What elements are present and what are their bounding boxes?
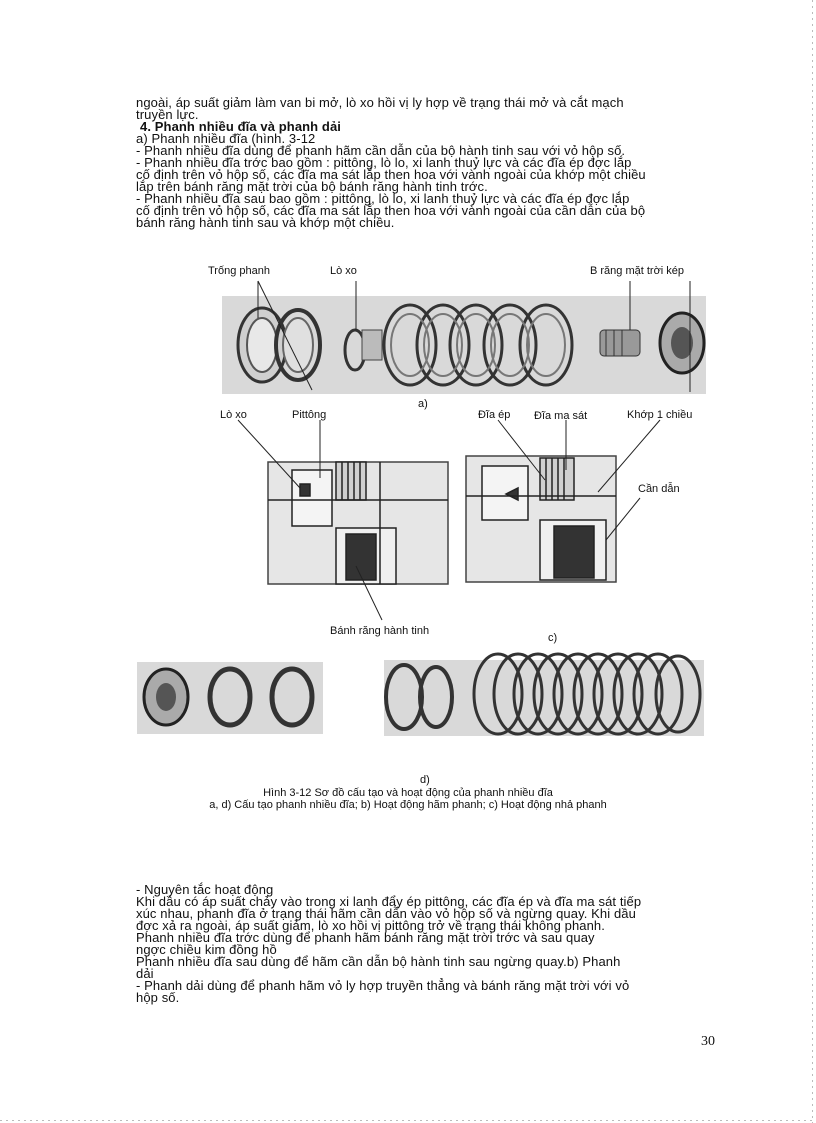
paragraph-line: xúc nhau, phanh đĩa ở trạng thái hãm cần dẫn vào vỏ hộp số và ngừng quay. Khi dầu	[136, 906, 636, 921]
paragraph-line: - Phanh nhiều đĩa trớc bao gồm : pittông, lò lo, xi lanh thuỷ lực và các đĩa ép đợc lắp	[136, 155, 632, 170]
paragraph-line: ngợc chiều kim đồng hồ	[136, 942, 277, 957]
label-trong-phanh: Trống phanh	[208, 265, 270, 277]
exploded-parts-photo-a	[222, 296, 706, 394]
label-dia-ep: Đĩa ép	[478, 409, 511, 421]
paragraph-line: dải	[136, 966, 154, 981]
paragraph-line: - Phanh nhiều đĩa dùng để phanh hãm cần dẫn của bộ hành tinh sau với vỏ hộp số.	[136, 143, 626, 158]
bottom-text	[136, 884, 720, 1004]
sub-heading-a: a) Phanh nhiều đĩa (hình. 3-12	[136, 131, 316, 146]
label-banh-rang-hanh-tinh: Bánh răng hành tinh	[330, 625, 430, 637]
label-lo-xo-mid: Lò xo	[220, 409, 247, 421]
paragraph-line: đợc xả ra ngoài, áp suất giảm, lò xo hồi vị pittông trở về trạng thái không phanh.	[136, 918, 605, 933]
paragraph-line: bánh răng hành tinh sau và khớp một chiều.	[136, 215, 395, 230]
paragraph-line: Phanh nhiều đĩa sau dùng để hãm cần dẫn bộ hành tinh sau ngừng quay.b) Phanh	[136, 954, 621, 969]
diagram-b-braking	[268, 462, 448, 584]
intro-line-1: ngoài, áp suất giảm làm van bi mở, lò xo hồi vị ly hợp về trạng thái mở và cắt mạch	[136, 95, 624, 110]
label-part-d: d)	[420, 774, 430, 786]
paragraph-line: lắp trên bánh răng mặt trời của bộ bánh răng hành tinh trớc.	[136, 179, 488, 194]
label-b-rang: B răng mặt trời kép	[590, 265, 685, 277]
figure-caption-title: Hình 3-12 Sơ đồ cấu tạo và hoạt động của phanh nhiều đĩa	[263, 787, 553, 799]
paragraph-line: cố định trên vỏ hộp số, các đĩa ma sát lắp then hoa với vành ngoài của khớp một chiều	[136, 167, 646, 182]
paragraph-line: cố định trên vỏ hộp số, các đĩa ma sát lắp then hoa với vành ngoài của cần dẫn của bộ	[136, 203, 646, 218]
label-part-c: c)	[548, 632, 558, 644]
label-part-a: a)	[418, 398, 428, 410]
label-dia-ma-sat: Đĩa ma sát	[534, 410, 588, 422]
page-border-right	[812, 0, 813, 1123]
paragraph-line: - Phanh dải dùng để phanh hãm vỏ ly hợp truyền thẳng và bánh răng mặt trời với vỏ	[136, 978, 630, 993]
label-can-dan: Cần dẫn	[638, 483, 680, 495]
paragraph-line: Khi dầu có áp suất chảy vào trong xi lanh đẩy ép pittông, các đĩa ép và đĩa ma sát tiếp	[136, 894, 642, 909]
paragraph-line: - Phanh nhiều đĩa sau bao gồm : pittông, lò lo, xi lanh thuỷ lực và các đĩa ép đợc lắp	[136, 191, 630, 206]
page-number: 30	[701, 1034, 715, 1049]
exploded-parts-photo-d	[137, 654, 704, 736]
label-khop-1-chieu: Khớp 1 chiều	[627, 409, 693, 421]
paragraph-line: Phanh nhiều đĩa trớc dùng để phanh hãm bánh răng mặt trời trớc và sau quay	[136, 930, 595, 945]
label-pittong: Pittông	[292, 409, 327, 421]
page-border-bottom	[0, 1120, 816, 1121]
paragraph-line: - Nguyên tắc hoạt động	[136, 882, 274, 897]
intro-line-2: truyền lực.	[136, 107, 199, 122]
paragraph-line: hộp số.	[136, 990, 180, 1005]
section-heading: 4. Phanh nhiều đĩa và phanh dải	[140, 119, 342, 134]
label-lo-xo-top: Lò xo	[330, 265, 357, 277]
figure-caption-sub: a, d) Cấu tạo phanh nhiều đĩa; b) Hoạt động hãm phanh; c) Hoạt động nhả phanh	[209, 799, 607, 811]
